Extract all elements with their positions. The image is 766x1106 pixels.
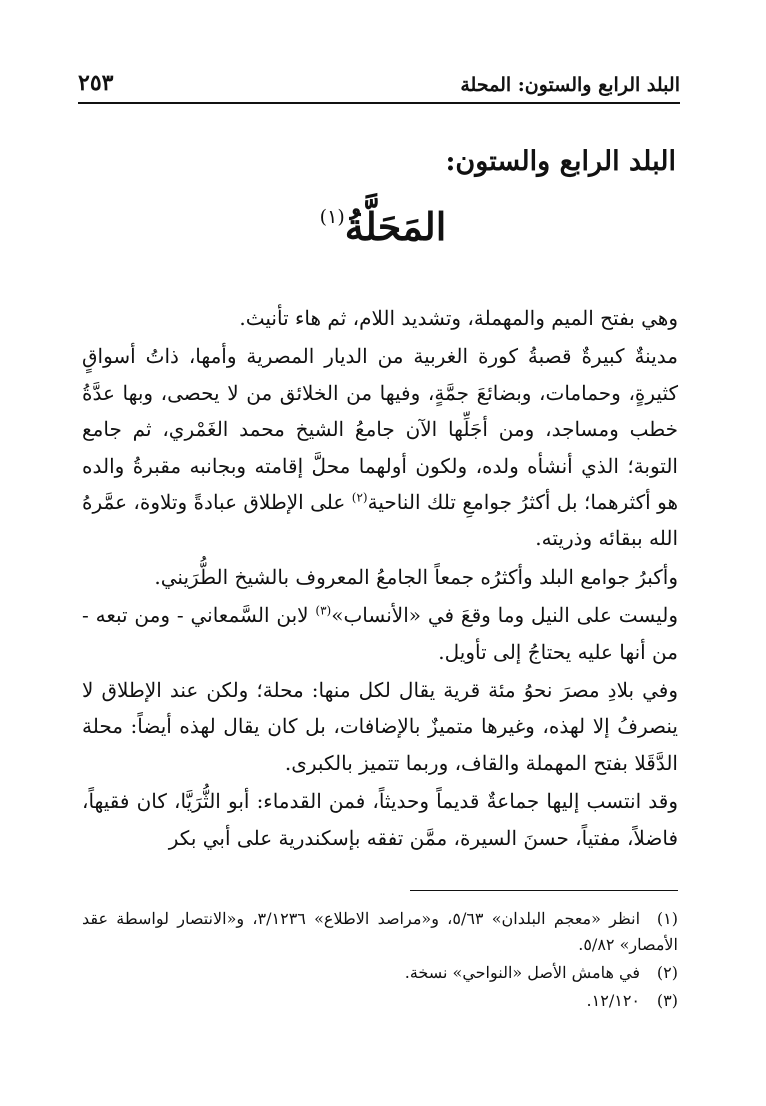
footnotes: [82, 906, 678, 1016]
footnote-text: انظر «معجم البلدان» ٥/٦٣، و«مراصد الاطلاع» ٣/١٢٣٦، و«الانتصار لواسطة عقد الأمصار» ٥/٨٢.: [82, 909, 678, 954]
footnote-ref-3[interactable]: (٣): [315, 603, 332, 618]
paragraph-2: [82, 338, 678, 556]
footnote-ref-2[interactable]: (٢): [351, 490, 368, 505]
footnote-text: في هامش الأصل «النواحي» نسخة.: [404, 963, 640, 982]
paragraph-4-text-b: لابن السَّمعاني - ومن تبعه - من أنها عليه يحتاجُ إلى تأويل.: [82, 603, 678, 664]
place-title-text: المَحَلَّةُ: [344, 204, 447, 249]
footnote-number: (٢): [656, 963, 678, 982]
footnote-1: [82, 906, 678, 958]
section-heading: البلد الرابع والستون:: [445, 146, 676, 177]
place-title: [0, 204, 766, 249]
footnote-3: [82, 988, 678, 1014]
page-number: ٢٥٣: [78, 70, 114, 96]
footnote-text: ١٢/١٢٠.: [586, 991, 640, 1010]
footnote-number: (١): [656, 909, 679, 928]
paragraph-4: [82, 597, 678, 670]
paragraph-5: وفي بلادِ مصرَ نحوُ مئة قرية يقال لكل منها: محلة؛ ولكن عند الإطلاق لا ينصرفُ إلا لهذه، وغيرها متميزٌ بالإضافات، بل كان يقال لهذه أيضاً: محلة الدَّقَلا بفتح المهملة والقاف، وربما تتميز بالكبرى.: [82, 678, 678, 775]
footnote-divider: [410, 890, 678, 891]
paragraph-6: وقد انتسب إليها جماعةٌ قديماً وحديثاً، فمن القدماء: أبو الثُّرَيَّا، كان فقيهاً، فاضلاً، مفتياً، حسنَ السيرة، ممَّن تفقه بإسكندرية على أبي بكر: [82, 789, 678, 850]
footnote-ref-1[interactable]: (١): [319, 206, 345, 228]
paragraph-1: وهي بفتح الميم والمهملة، وتشديد اللام، ثم هاء تأنيث.: [239, 306, 678, 330]
footnote-2: [82, 960, 678, 986]
body-text: [82, 300, 678, 856]
running-title: البلد الرابع والستون: المحلة: [460, 74, 680, 96]
page-header: [78, 66, 680, 104]
footnote-number: (٣): [656, 991, 678, 1010]
paragraph-2-text-b: على الإطلاق عبادةً وتلاوة، عمَّرهُ الله ببقائه وذريته.: [82, 490, 678, 551]
paragraph-2-text-a: مدينةٌ كبيرةٌ قصبةُ كورة الغربية من الديار المصرية وأمها، ذاتُ أسواقٍ كثيرةٍ، وحمامات، وبضائعَ جمَّةٍ، وفيها من الخلائق من لا يحصى، وبها عدَّةُ خطب ومساجد، ومن أجَلِّها الآن جامعُ الشيخ محمد الغَمْري، ثم جامع التوبة؛ الذي أنشأه ولده، ولكون أولهما محلَّ إقامته وبجانبه مقبرةُ والده هو أكثرهما؛ بل أكثرُ جوامعِ تلك الناحية: [82, 344, 678, 515]
paragraph-3: وأكبرُ جوامع البلد وأكثرُه جمعاً الجامعُ المعروف بالشيخ الطُّرَيني.: [154, 564, 678, 589]
paragraph-4-text-a: وليست على النيل وما وقعَ في «الأنساب»: [331, 603, 678, 628]
